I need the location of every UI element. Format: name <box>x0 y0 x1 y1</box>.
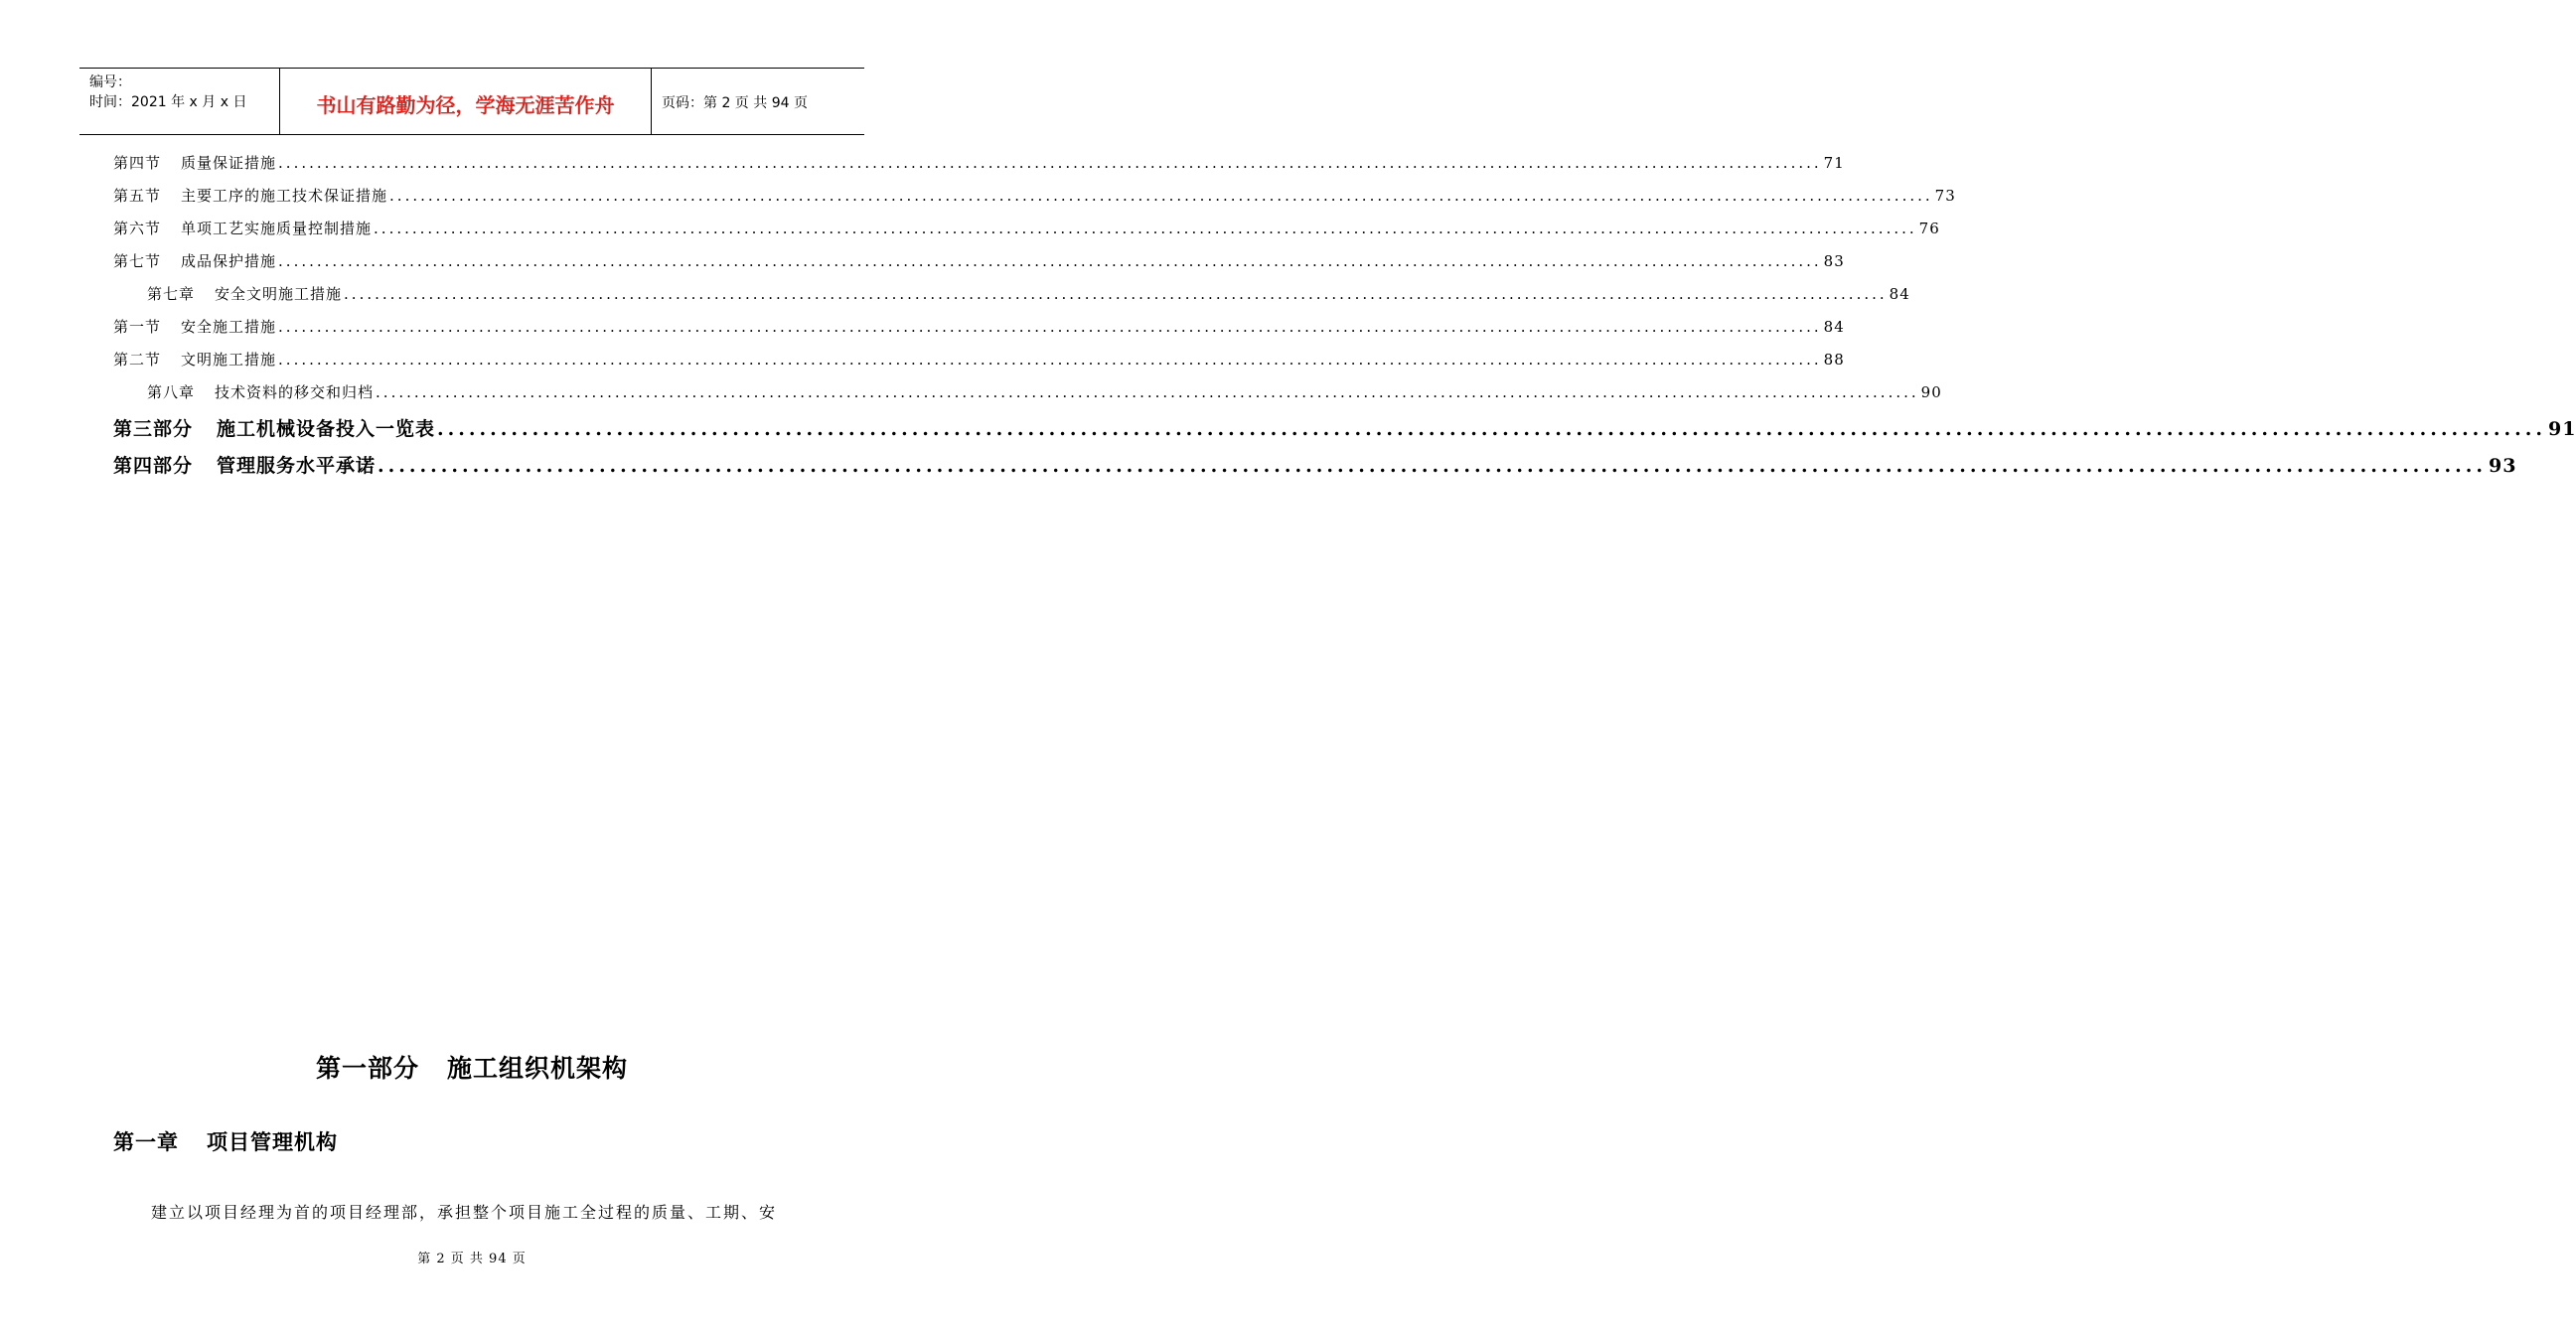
toc-entry[interactable] <box>113 218 1940 250</box>
toc-entry[interactable] <box>113 414 2576 451</box>
toc-entry[interactable] <box>113 250 1845 283</box>
toc-entry-number: 第六节 <box>113 220 162 237</box>
part-title-text: 施工组织机架构 <box>447 1054 629 1083</box>
toc-entry-title: 施工机械设备投入一览表 <box>217 418 436 440</box>
chapter-title <box>113 1126 338 1156</box>
toc-leader-dots: ........................................................................................................................................................................................................ <box>344 285 1888 303</box>
toc-leader-dots: ........................................................................................................................................................................................................ <box>278 154 1822 172</box>
toc-entry-page: 76 <box>1918 220 1940 237</box>
toc-leader-dots: ........................................................................................................................................................................................................ <box>374 220 1917 237</box>
toc-leader-dots: ........................................................................................................................................................................................................ <box>376 383 1919 401</box>
part-title-number: 第一部分 <box>315 1054 419 1083</box>
header-page-info-cell <box>652 69 864 134</box>
toc-entry-page: 91 <box>2547 418 2576 440</box>
toc-entry[interactable] <box>113 451 2517 488</box>
body-paragraph: 建立以项目经理为首的项目经理部，承担整个项目施工全过程的质量、工期、安 <box>151 1203 778 1222</box>
toc-entry-title: 技术资料的移交和归档 <box>215 383 375 401</box>
toc-entry-number: 第八章 <box>147 383 196 401</box>
toc-entry-page: 83 <box>1823 252 1845 270</box>
toc-entry-number: 第四部分 <box>113 455 194 477</box>
toc-entry[interactable] <box>113 185 1956 218</box>
page-header <box>79 68 864 135</box>
toc-entry-number: 第二节 <box>113 351 162 369</box>
toc-entry-title: 主要工序的施工技术保证措施 <box>181 187 388 205</box>
toc-entry-number: 第四节 <box>113 154 162 172</box>
toc-leader-dots: ........................................................................................................................................................................................................ <box>278 252 1822 270</box>
toc-entry-title: 安全文明施工措施 <box>215 285 343 303</box>
toc-entry[interactable] <box>113 349 1845 381</box>
toc-entry[interactable] <box>113 152 1845 185</box>
toc-entry-number: 第三部分 <box>113 418 194 440</box>
document-date: 时间：2021 年 x 月 x 日 <box>89 94 247 110</box>
table-of-contents <box>113 152 2576 488</box>
toc-entry-page: 90 <box>1920 383 1942 401</box>
toc-entry-page: 93 <box>2488 455 2517 477</box>
toc-entry[interactable] <box>113 283 1910 316</box>
toc-entry-page: 84 <box>1889 285 1910 303</box>
toc-leader-dots: ........................................................................................................................................................................................................ <box>278 318 1822 336</box>
toc-entry-title: 文明施工措施 <box>181 351 277 369</box>
header-motto: 书山有路勤为径，学海无涯苦作舟 <box>316 92 615 117</box>
toc-leader-dots: ........................................................................................................................................................................................................ <box>378 455 2487 477</box>
toc-entry-title: 质量保证措施 <box>181 154 277 172</box>
toc-entry-title: 管理服务水平承诺 <box>217 455 377 477</box>
toc-entry[interactable] <box>113 316 1845 349</box>
toc-entry-number: 第七节 <box>113 252 162 270</box>
part-title <box>0 1049 944 1085</box>
toc-leader-dots: ........................................................................................................................................................................................................ <box>437 418 2546 440</box>
toc-entry[interactable] <box>113 381 1942 414</box>
toc-entry-title: 成品保护措施 <box>181 252 277 270</box>
header-motto-cell <box>280 69 652 134</box>
toc-entry-page: 73 <box>1934 187 1956 205</box>
header-page-info: 页码：第 2 页 共 94 页 <box>662 95 808 111</box>
toc-leader-dots: ........................................................................................................................................................................................................ <box>389 187 1933 205</box>
toc-entry-title: 单项工艺实施质量控制措施 <box>181 220 373 237</box>
toc-entry-page: 88 <box>1823 351 1845 369</box>
header-meta <box>79 69 280 134</box>
toc-entry-page: 71 <box>1823 154 1845 172</box>
document-number: 编号： <box>89 74 131 90</box>
toc-entry-number: 第五节 <box>113 187 162 205</box>
toc-entry-number: 第一节 <box>113 318 162 336</box>
chapter-title-text: 项目管理机构 <box>207 1129 338 1154</box>
toc-entry-page: 84 <box>1823 318 1845 336</box>
chapter-title-number: 第一章 <box>113 1129 179 1154</box>
page-footer: 第 2 页 共 94 页 <box>417 1252 527 1266</box>
toc-entry-title: 安全施工措施 <box>181 318 277 336</box>
toc-entry-number: 第七章 <box>147 285 196 303</box>
toc-leader-dots: ........................................................................................................................................................................................................ <box>278 351 1822 369</box>
